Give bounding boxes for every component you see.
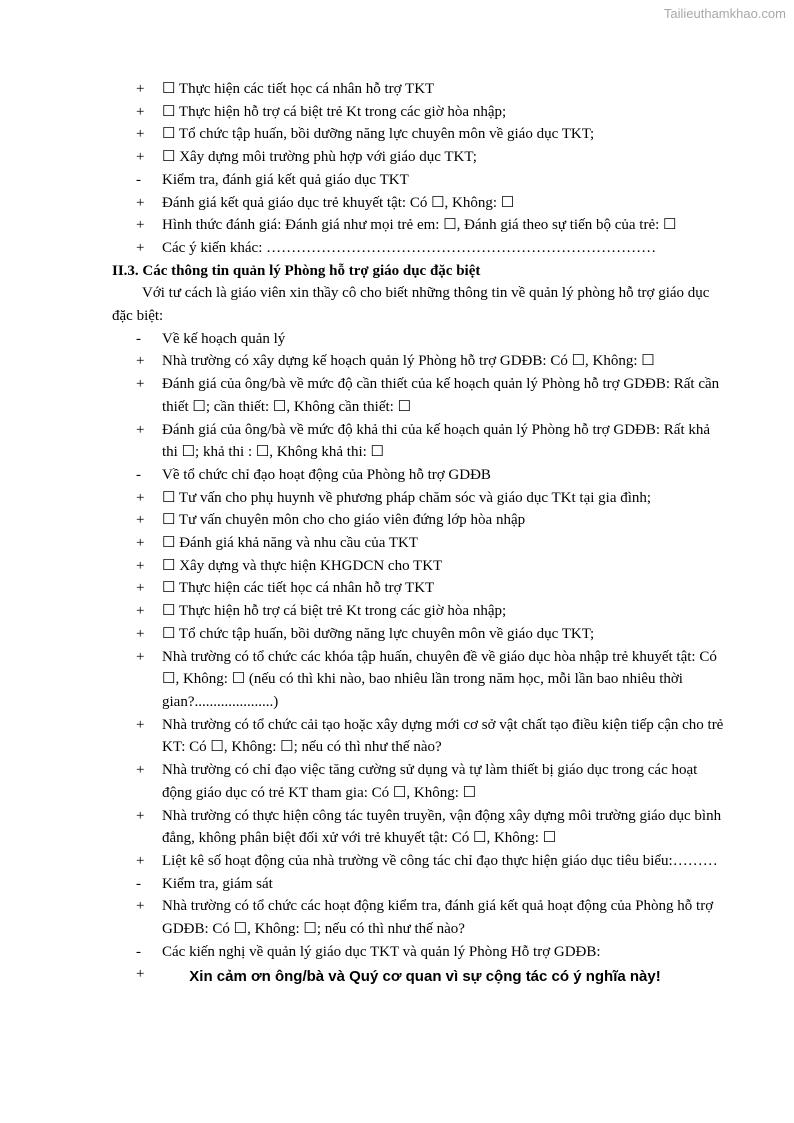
list-item <box>112 214 724 237</box>
list-item-text: ☐ Tư vấn chuyên môn cho cho giáo viên đứng lớp hòa nhập <box>162 512 526 529</box>
list-item <box>112 805 724 850</box>
list-item <box>112 555 724 578</box>
list-item-text: Đánh giá của ông/bà về mức độ khả thi của kế hoạch quản lý Phòng hỗ trợ GDĐB: Rất khả thi ☐; khả thi : ☐, Không khả thi: ☐ <box>162 421 711 461</box>
list-item <box>112 850 724 873</box>
list-item <box>112 78 724 101</box>
list-item-text: Các ý kiến khác: …………………………………………………………………… <box>162 239 657 256</box>
list-item-text: Kiểm tra, đánh giá kết quả giáo dục TKT <box>162 171 409 188</box>
list-item <box>112 487 724 510</box>
watermark-text: Tailieuthamkhao.com <box>663 6 786 21</box>
list-marker: + <box>136 603 145 620</box>
list-item-text: ☐ Thực hiện các tiết học cá nhân hỗ trợ TKT <box>162 81 435 97</box>
list-item <box>112 646 724 714</box>
list-item <box>112 509 724 532</box>
list-item <box>112 169 724 192</box>
list-item <box>112 895 724 940</box>
list-item-text: Nhà trường có chỉ đạo việc tăng cường sử dụng và tự làm thiết bị giáo dục trong các hoạt động giáo dục có trẻ KT tham gia: Có ☐, Không: ☐ <box>162 762 698 801</box>
list-item-text: Đánh giá của ông/bà về mức độ cần thiết của kế hoạch quản lý Phòng hỗ trợ GDĐB: Rất cần thiết ☐; cần thiết: ☐, Không cần thiết: ☐ <box>162 376 720 415</box>
list-item <box>112 123 724 146</box>
list-item <box>112 146 724 169</box>
list-item-text: Đánh giá kết quả giáo dục trẻ khuyết tật: Có ☐, Không: ☐ <box>162 194 515 211</box>
list-item <box>112 600 724 623</box>
list-marker: + <box>136 535 145 552</box>
list-item-text: Nhà trường có tổ chức các khóa tập huấn, chuyên đề về giáo dục hòa nhập trẻ khuyết tật: Có ☐, Không: ☐ (nếu có thì khi nào, bao nhiêu lần trong năm học, mỗi lần bao nhiêu thời gian?.....................) <box>162 648 717 710</box>
list-marker: + <box>136 103 145 120</box>
list-marker: + <box>136 898 145 915</box>
list-marker: + <box>136 217 145 234</box>
list-marker: - <box>136 466 141 483</box>
closing-thanks: Xin cảm ơn ông/bà và Quý cơ quan vì sự cộng tác có ý nghĩa này! <box>189 968 661 986</box>
list-marker: - <box>136 330 141 347</box>
list-marker: + <box>136 648 145 665</box>
list-item-text: Nhà trường có tổ chức các hoạt động kiểm tra, đánh giá kết quả hoạt động của Phòng hỗ trợ GDĐB: Có ☐, Không: ☐; nếu có thì như thế nào? <box>162 898 714 938</box>
list-marker: + <box>136 239 145 256</box>
list-item-text: ☐ Xây dựng và thực hiện KHGDCN cho TKT <box>162 557 443 574</box>
list-item-text: Kiểm tra, giám sát <box>162 875 273 892</box>
list-item-text: Hình thức đánh giá: Đánh giá như mọi trẻ em: ☐, Đánh giá theo sự tiến bộ của trẻ: ☐ <box>162 217 677 234</box>
list-marker: - <box>136 875 141 892</box>
list-item-text: ☐ Thực hiện các tiết học cá nhân hỗ trợ TKT <box>162 580 435 597</box>
list-item-text: Các kiến nghị về quản lý giáo dục TKT và quản lý Phòng Hỗ trợ GDĐB: <box>162 943 601 960</box>
list-item <box>112 101 724 124</box>
list-marker: - <box>136 943 141 960</box>
list-item-text: ☐ Tổ chức tập huấn, bồi dưỡng năng lực chuyên môn về giáo dục TKT; <box>162 126 595 143</box>
list-marker: + <box>136 762 145 779</box>
list-marker: + <box>136 807 145 824</box>
list-item-text: Liệt kê số hoạt động của nhà trường về công tác chỉ đạo thực hiện giáo dục tiêu biểu:……… <box>162 852 718 869</box>
list-item-text: ☐ Thực hiện hỗ trợ cá biệt trẻ Kt trong các giờ hòa nhập; <box>162 103 507 120</box>
list-item-text: Về tổ chức chỉ đạo hoạt động của Phòng hỗ trợ GDĐB <box>162 466 491 483</box>
list-marker: + <box>136 149 145 166</box>
list-item-text: ☐ Tổ chức tập huấn, bồi dưỡng năng lực chuyên môn về giáo dục TKT; <box>162 625 595 642</box>
section-heading: II.3. Các thông tin quản lý Phòng hỗ trợ giáo dục đặc biệt <box>112 262 481 279</box>
list-item <box>112 328 724 351</box>
list-item <box>112 759 724 804</box>
list-marker: + <box>136 966 145 983</box>
list-item <box>112 464 724 487</box>
list-item <box>112 373 724 418</box>
list-item <box>112 714 724 759</box>
list-item-text: ☐ Thực hiện hỗ trợ cá biệt trẻ Kt trong các giờ hòa nhập; <box>162 603 507 620</box>
list-marker: + <box>136 557 145 574</box>
list-item <box>112 419 724 464</box>
list-marker: + <box>136 353 145 370</box>
list-marker: + <box>136 194 145 211</box>
list-item <box>112 577 724 600</box>
list-marker: + <box>136 376 145 393</box>
list-item <box>112 941 724 964</box>
list-marker: + <box>136 625 145 642</box>
list-item-text: Nhà trường có xây dựng kế hoạch quản lý Phòng hỗ trợ GDĐB: Có ☐, Không: ☐ <box>162 353 655 370</box>
list-marker: + <box>136 126 145 143</box>
list-marker: - <box>136 171 141 188</box>
list-item-text: ☐ Tư vấn cho phụ huynh về phương pháp chăm sóc và giáo dục TKt tại gia đình; <box>162 489 652 506</box>
list-item <box>112 237 724 260</box>
list-item <box>112 192 724 215</box>
list-item <box>112 623 724 646</box>
list-item-text: ☐ Đánh giá khả năng và nhu cầu của TKT <box>162 535 419 552</box>
list-marker: + <box>136 852 145 869</box>
intro-paragraph: Với tư cách là giáo viên xin thầy cô cho biết những thông tin về quản lý phòng hỗ trợ giáo dục đặc biệt: <box>112 285 710 325</box>
list-marker: + <box>136 512 145 529</box>
list-item <box>112 350 724 373</box>
list-marker: + <box>136 81 145 97</box>
list-marker: + <box>136 421 145 438</box>
list-marker: + <box>136 580 145 597</box>
checklist-top <box>112 78 724 260</box>
list-item-text: Về kế hoạch quản lý <box>162 330 286 347</box>
list-marker: + <box>136 489 145 506</box>
list-item <box>112 873 724 896</box>
list-item <box>112 532 724 555</box>
list-marker: + <box>136 716 145 733</box>
list-item-text: Nhà trường có tổ chức cải tạo hoặc xây dựng mới cơ sở vật chất tạo điều kiện tiếp cận cho trẻ KT: Có ☐, Không: ☐; nếu có thì như thế nào? <box>162 716 724 756</box>
list-item-text: Nhà trường có thực hiện công tác tuyên truyền, vận động xây dựng môi trường giáo dục bình đẳng, không phân biệt đối xử với trẻ khuyết tật: Có ☐, Không: ☐ <box>162 807 722 847</box>
list-item-text: ☐ Xây dựng môi trường phù hợp với giáo dục TKT; <box>162 149 477 166</box>
document-body <box>112 78 724 989</box>
